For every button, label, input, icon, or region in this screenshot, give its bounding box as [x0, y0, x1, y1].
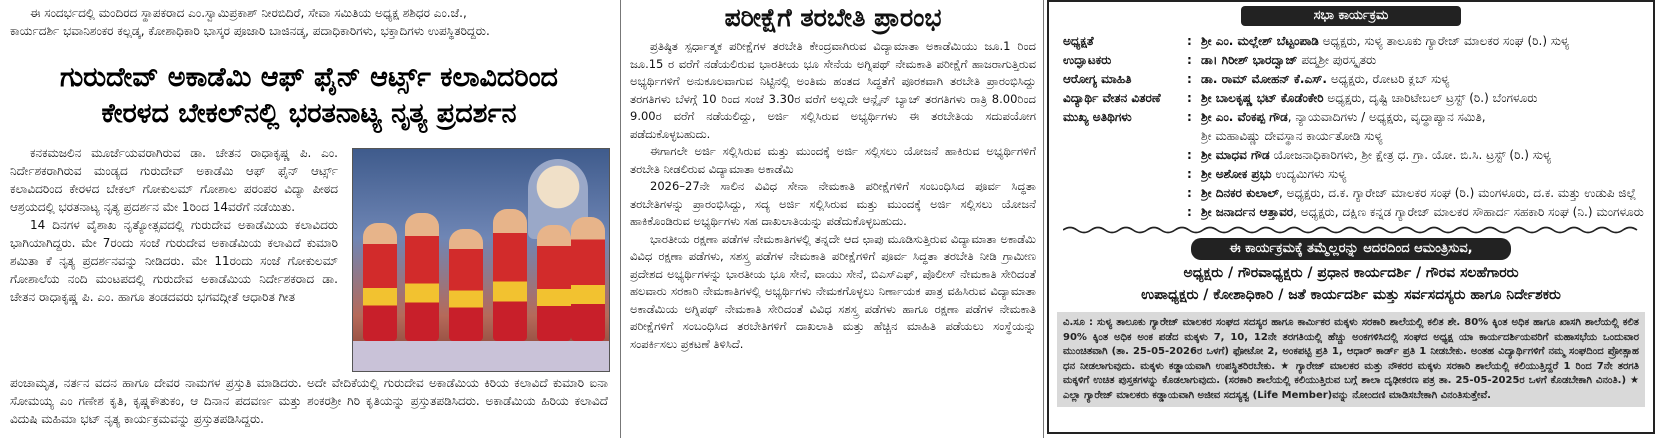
special-note-box: ವಿ.ಸೂ : ಸುಳ್ಯ ತಾಲೂಕು ಗ್ಯಾರೇಜ್ ಮಾಲಕರ ಸಂಘದ ಸದಸ್ಯರ ಹಾಗೂ ಕಾರ್ಮಿಕರ ಮಕ್ಕಳು ಸರಕಾರಿ ಶಾಲೆಯಲ್ಲಿ ಕಲಿತ ಶೇ. 80% ಕ್ಕಿಂತ ಅಧಿಕ ಹಾಗೂ ಖಾಸಗಿ ಶಾಲೆಯಲ್ಲಿ ಕಲಿತ 90% ಕ್ಕಿಂತ ಅಧಿಕ ಅಂಕ ಪಡೆದ ಮಕ್ಕಳು 7, 10, 12ನೇ ತರಗತಿಯಲ್ಲಿ ಹೆಚ್ಚು ಅಂಕಗಳಿಸಿದಲ್ಲಿ ಸಂಘದ ಅಧ್ಯಕ್ಷ ಯಾ ಕಾರ್ಯದರ್ಶಿಯವರಿಗೆ ಮಹಾಸಭೆಯ ಒಂದುವಾರ ಮುಂಚಿತವಾಗಿ (ತಾ. 25-05-2026ರ ಒಳಗೆ) ಫೋಟೋ 2, ಅಂಕಪಟ್ಟಿ ಪ್ರತಿ 1, ಆಧಾರ್ ಕಾರ್ಡ್ ಪ್ರತಿ 1 ನೀಡಬೇಕು. ಅಂತಹ ವಿದ್ಯಾರ್ಥಿಗಳಿಗೆ ನಮ್ಮ ಸಂಘದಿಂದ ಪ್ರೋತ್ಸಾಹ ಧನ ನೀಡಲಾಗುವುದು. ಮಕ್ಕಳು ಕಡ್ಡಾಯವಾಗಿ ಉಪಸ್ಥಿತರಿರಬೇಕು. ★ ಗ್ಯಾರೇಜ್ ಮಾಲಕರ ಮತ್ತು ನೌಕರರ ಮಕ್ಕಳು ಸರಕಾರಿ ಶಾಲೆಯಲ್ಲಿ ಕಲಿಯುತ್ತಿದ್ದರೆ 1 ರಿಂದ 7ನೇ ತರಗತಿ ಮಕ್ಕಳಿಗೆ ಉಚಿತ ಪುಸ್ತಕಗಳನ್ನು ಕೊಡಲಾಗುವುದು. (ಸರಕಾರಿ ಶಾಲೆಯಲ್ಲಿ ಕಲಿಯುತ್ತಿರುವ ಬಗ್ಗೆ ಶಾಲಾ ದೃಢೀಕರಣ ಪತ್ರ ತಾ. 25-05-2025ರ ಒಳಗೆ ಕೊಡಬೇಕಾಗಿ ವಿನಂತಿ.) ★ ಎಲ್ಲಾ ಗ್ಯಾರೇಜ್ ಮಾಲಕರು ಕಡ್ಡಾಯವಾಗಿ ಅಜೀವ ಸದಸ್ಯತ್ವ (Life Member)ವನ್ನು ನೋಂದಣಿ ಮಾಡಿಸಬೇಕಾಗಿ ವಿನಂತಿಸುತ್ತೇವೆ.: [1057, 312, 1645, 407]
program-row: [1049, 32, 1653, 51]
program-value: [1201, 165, 1645, 184]
program-role: ವಿದ್ಯಾರ್ಥಿ ವೇತನ ವಿತರಣೆ: [1063, 91, 1161, 105]
program-row: [1049, 203, 1653, 222]
dance-paragraph-2: 14 ದಿನಗಳ ವೈಶಾಖ ನೃತ್ಯೋತ್ಸವದಲ್ಲಿ ಗುರುದೇವ ಅಕಾಡೆಮಿಯ ಕಲಾವಿದರು ಭಾಗಿಯಾಗಿದ್ದರು. ಮೇ 7ರಂದು ಸಂಜೆ ಗುರುದೇವ ಅಕಾಡೆಮಿಯ ಕಲಾವಿದೆ ಕುಮಾರಿ ಶಮಿತಾ ಕೆ ನೃತ್ಯ ಪ್ರದರ್ಶನವನ್ನು ನೀಡಿದರು. ಮೇ 11ರಂದು ಸಂಜೆ ಗೋಕುಲಮ್ ಗೋಶಾಲೆಯ ನಂದಿ ಮಂಟಪದಲ್ಲಿ ಗುರುದೇವ ಅಕಾಡೆಮಿಯ ನಿರ್ದೇಶಕರಾದ ಡಾ. ಚೇತನ ರಾಧಾಕೃಷ್ಣ ಪಿ. ಎಂ. ಹಾಗೂ ತಂಡದವರು ಭಗವದ್ಗೀತೆ ಆಧಾರಿತ ಗೀತ: [10, 218, 338, 304]
colon: :: [1187, 186, 1192, 200]
article-training-column: [624, 0, 1042, 438]
program-detail: ಅಧ್ಯಕ್ಷರು, ದೃಷ್ಟಿ ಚಾರಿಟೇಬಲ್ ಟ್ರಸ್ಟ್ (ರಿ.) ಬೆಂಗಳೂರು: [1327, 91, 1538, 105]
program-value: [1201, 108, 1645, 127]
colon: :: [1187, 91, 1192, 105]
program-row: [1049, 89, 1653, 108]
program-person: ಶ್ರೀ ಅಶೋಕ ಪ್ರಭು: [1201, 167, 1272, 181]
program-role: ಆರೋಗ್ಯ ಮಾಹಿತಿ: [1063, 72, 1132, 86]
column-divider: [620, 0, 621, 438]
training-article-body: [624, 38, 1042, 353]
program-person: ಶ್ರೀ ಎಂ. ವೆಂಕಪ್ಪ ಗೌಡ: [1201, 110, 1288, 124]
tail-line-1: ಈ ಸಂದರ್ಭದಲ್ಲಿ ಮಂದಿರದ ಸ್ಥಾಪಕರಾದ ಎಂ.ಸ್ವಾಮಿಪ್ರಕಾಶ್ ನೀರಬಿದಿರೆ, ಸೇವಾ ಸಮಿತಿಯ ಅಧ್ಯಕ್ಷ ಶಶಿಧರ ಎಂ.ಜೆ.,: [30, 6, 467, 20]
program-person: ಶ್ರೀ ಎಂ. ಮಲ್ಲೇಶ್ ಬೆಟ್ಟಂಪಾಡಿ: [1201, 34, 1319, 48]
inviters-line-1: ಅಧ್ಯಕ್ಷರು / ಗೌರವಾಧ್ಯಕ್ಷರು / ಪ್ರಧಾನ ಕಾರ್ಯದರ್ಶಿ / ಗೌರವ ಸಲಹೆಗಾರರು: [1183, 265, 1519, 281]
dance-article-body: [0, 144, 348, 306]
colon: :: [1187, 148, 1192, 162]
program-person: ಶ್ರೀ ಬಾಲಕೃಷ್ಣ ಭಟ್ ಕೊಡೆಂಕೇರಿ: [1201, 91, 1324, 105]
training-paragraph-3: 2026–27ನೇ ಸಾಲಿನ ವಿವಿಧ ಸೇನಾ ನೇಮಕಾತಿ ಪರೀಕ್ಷೆಗಳಿಗೆ ಸಂಬಂಧಿಸಿದ ಪೂರ್ವ ಸಿದ್ಧತಾ ತರಬೇತಿಗಳನ್ನು ಪ್ರಾರಂಭಿಸಿದ್ದು, ಸದ್ಯ ಅರ್ಜಿ ಸಲ್ಲಿಸಿರುವ ಮತ್ತು ಮುಂದಕ್ಕೆ ಅರ್ಜಿ ಸಲ್ಲಿಸಲು ಯೋಜನೆ ಹಾಕಿಕೊಂಡಿರುವ ಅಭ್ಯರ್ಥಿಗಳು ಸಹ ದಾಖಲಾತಿಯನ್ನು ಪಡೆದುಕೊಳ್ಳಬಹುದು.: [630, 179, 1036, 228]
dance-article-continuation: [0, 316, 618, 428]
program-row: [1049, 165, 1653, 184]
wave-divider: [1063, 225, 1639, 235]
program-detail: ಶ್ರೀ ಮಹಾವಿಷ್ಣು ದೇವಸ್ಥಾನ ಕಾರ್ಯತೋಡಿ ಸುಳ್ಯ: [1201, 129, 1383, 143]
event-program-advert: [1047, 0, 1661, 438]
program-role: ಮುಖ್ಯ ಅತಿಥಿಗಳು: [1063, 110, 1132, 124]
program-row: [1049, 184, 1653, 203]
program-person: ಶ್ರೀ ಮಾಧವ ಗೌಡ: [1201, 148, 1270, 162]
program-detail: ಉದ್ಯಮಿಗಳು ಸುಳ್ಯ: [1275, 167, 1347, 181]
program-list: [1049, 32, 1653, 222]
dance-headline: [0, 60, 618, 132]
colon: :: [1187, 53, 1192, 67]
program-person: ಶ್ರೀ ಜನಾರ್ದನ ಆತ್ತಾವರ: [1201, 205, 1294, 219]
colon-spacer: [1187, 127, 1201, 146]
program-role: [1063, 127, 1187, 146]
program-detail: ಯೋಜನಾಧಿಕಾರಿಗಳು, ಶ್ರೀ ಕ್ಷೇತ್ರ ಧ. ಗ್ರಾ. ಯೋ. ಬಿ.ಸಿ. ಟ್ರಸ್ಟ್ (ರಿ.) ಸುಳ್ಯ: [1273, 148, 1552, 162]
program-row: [1049, 108, 1653, 127]
previous-article-tail: [0, 4, 618, 40]
program-row: [1049, 70, 1653, 89]
colon: :: [1187, 205, 1192, 219]
program-detail: ಅಧ್ಯಕ್ಷರು, ಸುಳ್ಯ ತಾಲೂಕು ಗ್ಯಾರೇಜ್ ಮಾಲಕರ ಸಂಘ (ರಿ.) ಸುಳ್ಯ: [1322, 34, 1570, 48]
program-row: [1049, 146, 1653, 165]
inviters-line-2: ಉಪಾಧ್ಯಕ್ಷರು / ಕೋಶಾಧಿಕಾರಿ / ಜತೆ ಕಾರ್ಯದರ್ಶಿ ಮತ್ತು ಸರ್ವಸದಸ್ಯರು ಹಾಗೂ ನಿರ್ದೇಶಕರು: [1141, 287, 1561, 303]
training-headline: ಪರೀಕ್ಷೆಗೆ ತರಬೇತಿ ಪ್ರಾರಂಭ: [724, 3, 942, 32]
program-role: ಅಧ್ಯಕ್ಷತೆ: [1063, 34, 1094, 48]
program-person: ಡಾ। ಗಿರೀಶ್ ಭಾರದ್ವಾಜ್: [1201, 53, 1298, 67]
program-banner: ಸಭಾ ಕಾರ್ಯಕ್ರಮ: [1241, 6, 1461, 26]
dance-paragraph-1: ಕನಕಮಜಲಿನ ಮೂರ್ಜೆಯವರಾಗಿರುವ ಡಾ. ಚೇತನ ರಾಧಾಕೃಷ್ಣ ಪಿ. ಎಂ. ನಿರ್ದೇಶಕರಾಗಿರುವ ಮಂಡ್ಯದ ಗುರುದೇವ್ ಅಕಾಡೆಮಿ ಆಫ್ ಫೈನ್ ಆರ್ಟ್ಸ್ ಕಲಾವಿದರಿಂದ ಕೇರಳದ ಬೇಕಲ್ ಗೋಕುಲಮ್ ಗೋಶಾಲ ಪರಂಪರ ವಿದ್ಯಾ ಪೀಠದ ಆಶ್ರಯದಲ್ಲಿ ಭರತನಾಟ್ಯ ನೃತ್ಯ ಪ್ರದರ್ಶನ ಮೇ 1ರಿಂದ 14ವರೆಗೆ ನಡೆಯಿತು.: [10, 146, 338, 214]
program-row: [1049, 127, 1653, 146]
program-detail: , ಅಧ್ಯಕ್ಷರು, ದಕ್ಷಿಣ ಕನ್ನಡ ಗ್ಯಾರೇಜ್ ಮಾಲಕರ ಸೌಹಾರ್ದ ಸಹಕಾರಿ ಸಂಘ (ನಿ.) ಮಂಗಳೂರು: [1293, 205, 1644, 219]
colon: :: [1187, 72, 1192, 86]
advert-frame: [1047, 0, 1655, 434]
program-row: [1049, 51, 1653, 70]
program-detail: ಅಧ್ಯಕ್ಷರು, ರೋಟರಿ ಕ್ಲಬ್ ಸುಳ್ಯ: [1330, 72, 1450, 86]
tail-line-2: ಕಾರ್ಯದರ್ಶಿ ಭವಾನಿಶಂಕರ ಕಲ್ಲಡ್ಕ, ಕೋಶಾಧಿಕಾರಿ ಭಾಸ್ಕರ ಪೂಜಾರಿ ಬಾಜಿನಡ್ಕ, ಪದಾಧಿಕಾರಿಗಳು, ಭಕ್ತಾದಿಗಳು ಉಪಸ್ಥಿತರಿದ್ದರು.: [10, 24, 490, 38]
column-divider: [1043, 0, 1044, 438]
program-person: ಡಾ. ರಾಮ್ ಮೋಹನ್ ಕೆ.ಎಸ್.: [1201, 72, 1327, 86]
training-paragraph-4: ಭಾರತೀಯ ರಕ್ಷಣಾ ಪಡೆಗಳ ನೇಮಕಾತಿಗಳಲ್ಲಿ ತನ್ನದೇ ಆದ ಛಾಪು ಮೂಡಿಸುತ್ತಿರುವ ವಿದ್ಯಾಮಾತಾ ಅಕಾಡೆಮಿ ವಿವಿಧ ರಕ್ಷಣಾ ಪಡೆಗಳು, ಸಶಸ್ತ್ರ ಪಡೆಗಳ ನೇಮಕಾತಿ ಪರೀಕ್ಷೆಗಳಿಗೆ ಪೂರ್ವ ಸಿದ್ಧತಾ ತರಬೇತಿ ನೀಡಿ ಗ್ರಾಮೀಣ ಪ್ರದೇಶದ ಅಭ್ಯರ್ಥಿಗಳನ್ನು ಭಾರತೀಯ ಭೂ ಸೇನೆ, ವಾಯು ಸೇನೆ, ಬಿಎಸ್ಎಫ್, ಪೊಲೀಸ್ ನೇಮಕಾತಿ ಸೇರಿದಂತೆ ಹಲವಾರು ಸರಕಾರಿ ನೇಮಕಾತಿಗಳಲ್ಲಿ ಅಭ್ಯರ್ಥಿಗಳು ನೇಮಕಗೊಳ್ಳಲು ನಿರ್ಣಾಯಕ ಪಾತ್ರ ವಹಿಸಿರುವ ವಿದ್ಯಾಮಾತಾ ಅಕಾಡೆಮಿಯ ಅಗ್ನಿಪಥ್ ನೇಮಕಾತಿ ಸೇರಿದಂತೆ ವಿವಿಧ ಸಶಸ್ತ್ರ ಪಡೆಗಳು ಹಾಗೂ ರಕ್ಷಣಾ ಪಡೆಗಳ ನೇಮಕಾತಿ ಪರೀಕ್ಷೆಗಳಿಗೆ ಸಂಬಂಧಿಸಿದ ತರಬೇತಿಗಳಿಗೆ ದಾಖಲಾತಿ ಮತ್ತು ಹೆಚ್ಚಿನ ಮಾಹಿತಿ ಪಡೆಯಲು ಸಂಸ್ಥೆಯನ್ನು ಸಂಪರ್ಕಿಸಲು ಪ್ರಕಟಣೆ ತಿಳಿಸಿದೆ.: [630, 231, 1036, 351]
training-paragraph-1: ಪ್ರತಿಷ್ಠಿತ ಸ್ಪರ್ಧಾತ್ಮಕ ಪರೀಕ್ಷೆಗಳ ತರಬೇತಿ ಕೇಂದ್ರವಾಗಿರುವ ವಿದ್ಯಾಮಾತಾ ಅಕಾಡೆಮಿಯು ಜೂ.1 ರಿಂದ ಜೂ.15 ರ ವರೆಗೆ ನಡೆಯಲಿರುವ ಭಾರತೀಯ ಭೂ ಸೇನೆಯ ಅಗ್ನಿಪಥ್ ನೇಮಕಾತಿ ಪರೀಕ್ಷೆಗೆ ಹಾಜರಾಗುತ್ತಿರುವ ಅಭ್ಯರ್ಥಿಗಳಿಗೆ ಅನುಕೂಲವಾಗುವ ನಿಟ್ಟಿನಲ್ಲಿ ಅಂತಿಮ ಹಂತದ ಸಿದ್ಧತೆಗೆ ಪೂರಕವಾಗಿ ತರಬೇತಿ ಪ್ರಾರಂಭಿಸಿದ್ದು ತರಗತಿಗಳು ಬೆಳಗ್ಗೆ 10 ರಿಂದ ಸಂಜೆ 3.30ರ ವರೆಗೆ ಅಲ್ಲದೇ ಆನ್ಲೈನ್ ಬ್ಯಾಚ್ ತರಗತಿಗಳು ರಾತ್ರಿ 8.00ರಿಂದ 9.00ರ ವರೆಗೆ ನಡೆಯಲಿದ್ದು, ಅರ್ಜಿ ಸಲ್ಲಿಸಿರುವ ಅಭ್ಯರ್ಥಿಗಳು ಈ ತರಬೇತಿಯ ಸದುಪಯೋಗ ಪಡೆದುಕೊಳ್ಳಬಹುದು.: [630, 39, 1036, 141]
training-paragraph-2: ಈಗಾಗಲೇ ಅರ್ಜಿ ಸಲ್ಲಿಸಿರುವ ಮತ್ತು ಮುಂದಕ್ಕೆ ಅರ್ಜಿ ಸಲ್ಲಿಸಲು ಯೋಜನೆ ಹಾಕಿರುವ ಅಭ್ಯರ್ಥಿಗಳಿಗೆ ತರಬೇತಿ ನೀಡಲಿರುವ ವಿದ್ಯಾಮಾತಾ ಅಕಾಡೆಮಿ: [630, 144, 1036, 176]
program-person: ಶ್ರೀ ದಿನಕರ ಕುಲಾಲ್: [1201, 186, 1279, 200]
colon: :: [1187, 167, 1192, 181]
program-value: [1201, 203, 1645, 222]
headline-line-1: ಗುರುದೇವ್ ಅಕಾಡೆಮಿ ಆಫ್ ಫೈನ್ ಆರ್ಟ್ಸ್ ಕಲಾವಿದರಿಂದ: [59, 62, 559, 93]
article-dance-column: [0, 0, 618, 438]
colon: :: [1187, 110, 1192, 124]
program-role: ಉದ್ಘಾಟಕರು: [1063, 53, 1112, 67]
program-detail: , ನ್ಯಾಯವಾದಿಗಳು / ಅಧ್ಯಕ್ಷರು, ವೃದ್ಧಾಪ್ಯಾನ ಸಮಿತಿ,: [1287, 110, 1486, 124]
program-value: [1201, 184, 1645, 203]
colon: :: [1187, 34, 1192, 48]
program-value: [1201, 146, 1645, 165]
program-role: [1063, 184, 1187, 203]
program-role: [1063, 165, 1187, 184]
program-detail: ಪದ್ಮಶ್ರೀ ಪುರಸ್ಕೃತರು: [1301, 53, 1377, 67]
invite-banner: ಈ ಕಾರ್ಯಕ್ರಮಕ್ಕೆ ತಮ್ಮೆಲ್ಲರನ್ನು ಆದರದಿಂದ ಆಮಂತ್ರಿಸುವ,: [1191, 238, 1511, 260]
program-detail: , ಅಧ್ಯಕ್ಷರು, ದ.ಕ. ಗ್ಯಾರೇಜ್ ಮಾಲಕರ ಸಂಘ (ರಿ.) ಮಂಗಳೂರು, ದ.ಕ. ಮತ್ತು ಉಡುಪಿ ಜಿಲ್ಲೆ: [1278, 186, 1637, 200]
program-role: [1063, 146, 1187, 165]
program-value: [1201, 89, 1645, 108]
program-value: [1201, 70, 1645, 89]
program-value: [1201, 51, 1645, 70]
wave-ornament: [1063, 225, 1641, 235]
program-role: [1063, 203, 1187, 222]
dance-paragraph-3: ಪಂಚಾಮೃತ, ನರ್ತನ ವದನ ಹಾಗೂ ದೇವರ ನಾಮಗಳ ಪ್ರಸ್ತುತಿ ಮಾಡಿದರು. ಅದೇ ವೇದಿಕೆಯಲ್ಲಿ ಗುರುದೇವ ಅಕಾಡೆಮಿಯ ಕಿರಿಯ ಕಲಾವಿದೆ ಕುಮಾರಿ ಐನಾ ಸೋಮಯ್ಯ ಎಂ ಗಣೇಶ ಕೃತಿ, ಕೃಷ್ಣಕೌತುಕಂ, ಆ ದಿನಾನ ಪದವರ್ಣ ಮತ್ತು ಶಂಕರಶ್ರೀ ಗಿರಿ ಕೃತಿಯನ್ನು ಪ್ರಸ್ತುತಪಡಿಸಿದರು. ಅಕಾಡೆಮಿಯ ಹಿರಿಯ ಕಲಾವಿದೆ ವಿದುಷಿ ಮಹಿಮಾ ಭಟ್ ನೃತ್ಯ ಕಾರ್ಯಕ್ರಮವನ್ನು ಪ್ರಸ್ತುತಪಡಿಸಿದ್ದರು.: [10, 376, 608, 426]
headline-line-2: ಕೇರಳದ ಬೇಕಲ್‌ನಲ್ಲಿ ಭರತನಾಟ್ಯ ನೃತ್ಯ ಪ್ರದರ್ಶನ: [101, 98, 517, 129]
program-value: [1201, 32, 1645, 51]
program-value: [1201, 127, 1645, 146]
